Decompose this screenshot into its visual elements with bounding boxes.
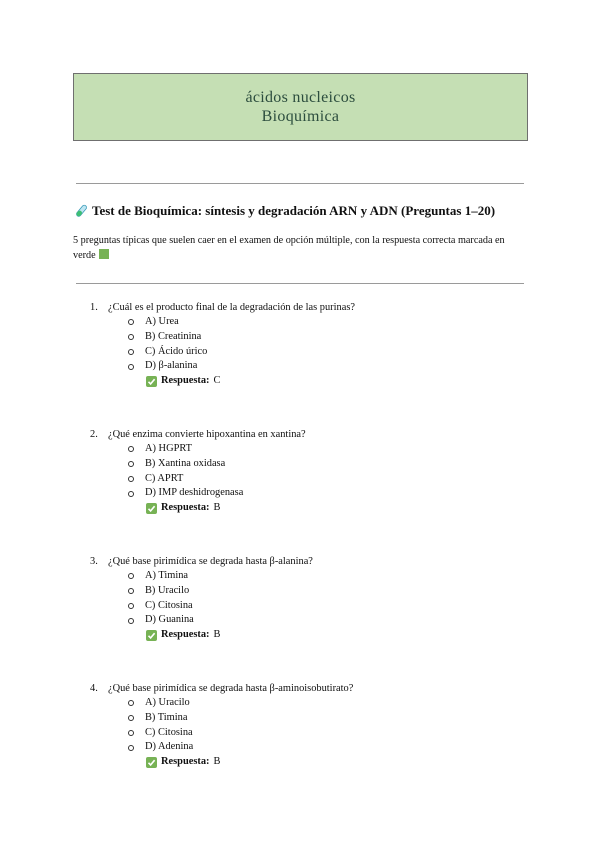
bullet-icon bbox=[128, 745, 134, 751]
answer-option bbox=[128, 740, 520, 755]
question-number: 3. bbox=[90, 556, 98, 567]
option-text: A) HGPRT bbox=[145, 443, 193, 454]
bullet-icon bbox=[128, 573, 134, 579]
answer-value: B bbox=[213, 756, 221, 768]
question-text: ¿Cuál es el producto final de la degradación de las purinas? bbox=[108, 302, 355, 313]
option-text: C) Citosina bbox=[145, 599, 193, 611]
question-item bbox=[90, 428, 520, 516]
answer-value: B bbox=[213, 629, 221, 641]
bullet-icon bbox=[128, 461, 134, 467]
option-text: C) Ácido úrico bbox=[145, 345, 208, 357]
option-text: A) Timina bbox=[145, 570, 189, 581]
bullet-icon bbox=[128, 364, 134, 370]
question-item bbox=[90, 682, 520, 770]
correct-answer bbox=[146, 628, 520, 643]
bullet-icon bbox=[128, 603, 134, 609]
answer-option bbox=[128, 696, 520, 711]
answer-option bbox=[128, 711, 520, 726]
answer-label: Respuesta: bbox=[161, 375, 210, 387]
option-text: D) IMP deshidrogenasa bbox=[145, 487, 244, 499]
bullet-icon bbox=[128, 446, 134, 452]
page-title-text: Test de Bioquímica: síntesis y degradación ARN y ADN (Preguntas 1–20) bbox=[92, 203, 496, 218]
option-text: B) Xantina oxidasa bbox=[145, 457, 226, 469]
answer-option bbox=[128, 726, 520, 741]
answer-label: Respuesta: bbox=[161, 502, 210, 514]
question-heading bbox=[90, 555, 520, 569]
answer-option bbox=[128, 457, 520, 472]
page-title bbox=[73, 203, 495, 219]
option-text: B) Creatinina bbox=[145, 330, 202, 342]
answer-option bbox=[128, 330, 520, 345]
intro-text: 5 preguntas típicas que suelen caer en el examen de opción múltiple, con la respuesta correcta marcada en verde bbox=[73, 235, 505, 261]
question-item bbox=[90, 301, 520, 389]
question-text: ¿Qué enzima convierte hipoxantina en xantina? bbox=[108, 429, 306, 440]
option-text: D) Guanina bbox=[145, 614, 194, 626]
answer-option bbox=[128, 442, 520, 457]
checkmark-icon bbox=[146, 376, 157, 387]
answer-value: C bbox=[213, 375, 221, 387]
answer-option bbox=[128, 613, 520, 628]
option-text: B) Timina bbox=[145, 711, 188, 723]
bullet-icon bbox=[128, 588, 134, 594]
test-tube-icon bbox=[73, 203, 89, 219]
document-header bbox=[73, 73, 528, 141]
answer-option bbox=[128, 584, 520, 599]
bullet-icon bbox=[128, 476, 134, 482]
answer-option bbox=[128, 345, 520, 360]
correct-answer bbox=[146, 501, 520, 516]
answer-option bbox=[128, 599, 520, 614]
question-heading bbox=[90, 682, 520, 696]
option-text: B) Uracilo bbox=[145, 584, 190, 596]
checkmark-icon bbox=[146, 503, 157, 514]
option-text: D) β-alanina bbox=[145, 360, 198, 372]
header-topic: ácidos nucleicos bbox=[245, 89, 356, 106]
bullet-icon bbox=[128, 349, 134, 355]
option-text: C) Citosina bbox=[145, 726, 193, 738]
option-text: D) Adenina bbox=[145, 741, 194, 753]
bullet-icon bbox=[128, 319, 134, 325]
bullet-icon bbox=[128, 334, 134, 340]
question-text: ¿Qué base pirimídica se degrada hasta β-alanina? bbox=[108, 556, 313, 567]
intro-paragraph bbox=[73, 234, 528, 263]
option-text: A) Urea bbox=[145, 316, 179, 327]
question-number: 1. bbox=[90, 302, 98, 313]
question-text: ¿Qué base pirimídica se degrada hasta β-aminoisobutirato? bbox=[108, 683, 354, 694]
correct-answer bbox=[146, 374, 520, 389]
option-text: C) APRT bbox=[145, 472, 184, 484]
divider-top bbox=[76, 183, 524, 184]
question-number: 4. bbox=[90, 683, 98, 694]
bullet-icon bbox=[128, 715, 134, 721]
answer-label: Respuesta: bbox=[161, 756, 210, 768]
answer-option bbox=[128, 569, 520, 584]
answer-label: Respuesta: bbox=[161, 629, 210, 641]
header-subject: Bioquímica bbox=[261, 108, 340, 125]
divider-bottom bbox=[76, 283, 524, 284]
question-number: 2. bbox=[90, 429, 98, 440]
checkmark-icon bbox=[146, 630, 157, 641]
question-heading bbox=[90, 301, 520, 315]
answer-option bbox=[128, 359, 520, 374]
answer-option bbox=[128, 315, 520, 330]
answer-value: B bbox=[213, 502, 221, 514]
green-square-icon bbox=[99, 249, 109, 259]
bullet-icon bbox=[128, 730, 134, 736]
question-item bbox=[90, 555, 520, 643]
answer-option bbox=[128, 472, 520, 487]
question-heading bbox=[90, 428, 520, 442]
bullet-icon bbox=[128, 618, 134, 624]
answer-option bbox=[128, 486, 520, 501]
option-text: A) Uracilo bbox=[145, 697, 190, 708]
correct-answer bbox=[146, 755, 520, 770]
bullet-icon bbox=[128, 491, 134, 497]
bullet-icon bbox=[128, 700, 134, 706]
checkmark-icon bbox=[146, 757, 157, 768]
